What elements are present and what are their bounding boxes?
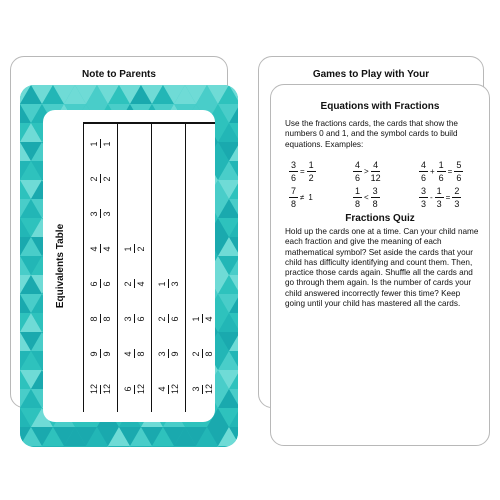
equivalents-cell xyxy=(117,304,151,334)
denominator: 9 xyxy=(101,351,112,357)
fraction-bar xyxy=(202,385,203,394)
numerator: 3 xyxy=(88,211,99,217)
equivalents-cell xyxy=(83,234,117,264)
numerator: 1 xyxy=(436,186,442,196)
fraction-bar xyxy=(353,197,362,198)
fraction xyxy=(454,160,463,183)
fraction xyxy=(435,186,444,209)
equivalents-cell xyxy=(83,164,117,194)
table-rule xyxy=(83,122,84,412)
denominator: 8 xyxy=(372,199,378,209)
equation-symbol: > xyxy=(364,167,369,176)
fraction xyxy=(123,350,146,359)
fraction-bar xyxy=(134,385,135,394)
equation-symbol: < xyxy=(364,193,369,202)
fraction xyxy=(89,384,112,394)
pattern-triangle xyxy=(218,446,238,447)
fraction xyxy=(123,384,146,394)
denominator: 8 xyxy=(101,316,112,322)
fraction xyxy=(353,160,362,183)
equivalents-cell xyxy=(83,199,117,229)
denominator: 6 xyxy=(420,173,426,183)
equation-symbol: 1 xyxy=(308,193,313,202)
pattern-triangle xyxy=(20,446,42,447)
numerator: 8 xyxy=(88,316,99,322)
fraction-bar xyxy=(100,245,101,254)
equivalents-cell xyxy=(151,339,185,369)
equation-example xyxy=(353,160,381,183)
numerator: 2 xyxy=(190,351,201,357)
numerator: 4 xyxy=(122,351,133,357)
numerator: 1 xyxy=(88,141,99,147)
quiz-title: Fractions Quiz xyxy=(345,213,415,224)
denominator: 2 xyxy=(101,176,112,182)
denominator: 3 xyxy=(454,199,460,209)
denominator: 12 xyxy=(169,384,180,395)
denominator: 12 xyxy=(135,384,146,395)
denominator: 6 xyxy=(290,173,296,183)
denominator: 4 xyxy=(135,281,146,287)
equivalents-row xyxy=(117,116,151,416)
fraction xyxy=(353,186,362,209)
numerator: 1 xyxy=(122,246,133,252)
fraction-bar xyxy=(168,385,169,394)
fraction-bar xyxy=(371,197,380,198)
fraction xyxy=(419,186,428,209)
fraction-bar xyxy=(437,171,446,172)
denominator: 3 xyxy=(436,199,442,209)
numerator: 4 xyxy=(373,160,379,170)
equivalents-cell xyxy=(117,339,151,369)
denominator: 6 xyxy=(101,281,112,287)
fraction xyxy=(89,280,112,289)
fraction xyxy=(89,245,112,254)
fraction xyxy=(437,160,446,183)
denominator: 12 xyxy=(203,384,214,395)
equivalents-card-inner xyxy=(43,110,215,422)
denominator: 6 xyxy=(438,173,444,183)
numerator: 2 xyxy=(88,176,99,182)
denominator: 4 xyxy=(101,246,112,252)
equations-title: Equations with Fractions xyxy=(320,101,440,112)
fraction-bar xyxy=(371,171,380,172)
fraction xyxy=(123,245,146,254)
equivalents-row xyxy=(185,116,215,416)
fraction-bar xyxy=(419,171,428,172)
fraction-bar xyxy=(100,280,101,289)
numerator: 4 xyxy=(354,160,360,170)
denominator: 8 xyxy=(354,199,360,209)
equation-symbol: - xyxy=(430,193,433,202)
fraction xyxy=(452,186,461,209)
denominator: 1 xyxy=(101,141,112,147)
denominator: 3 xyxy=(169,281,180,287)
equivalents-cell xyxy=(151,374,185,404)
fraction xyxy=(157,315,180,324)
note-to-parents-title: Note to Parents xyxy=(82,69,156,80)
denominator: 6 xyxy=(456,173,462,183)
fraction xyxy=(307,160,316,183)
pattern-triangle xyxy=(174,446,196,447)
fraction xyxy=(157,280,180,289)
equivalents-cell xyxy=(83,339,117,369)
front-card-equations xyxy=(270,84,490,446)
numerator: 3 xyxy=(420,186,426,196)
numerator: 4 xyxy=(420,160,426,170)
fraction-bar xyxy=(289,171,298,172)
numerator: 12 xyxy=(88,384,99,395)
equation-symbol: + xyxy=(430,167,435,176)
fraction xyxy=(89,140,112,149)
quiz-body: Hold up the cards one at a time. Can your child name each fraction and give the meaning of each mathematical symbol? Set aside the cards that your child has difficulty identifying and count them. Then, practice those cards again. Shuffle all the cards and go through them again. Is the number of cards your child answered incorrectly fewer this time? Keep going until your child has mastered all the cards. xyxy=(285,227,479,309)
fraction xyxy=(89,315,112,324)
denominator: 12 xyxy=(370,173,381,183)
pattern-triangle xyxy=(64,446,86,447)
equation-symbol: = xyxy=(300,167,305,176)
fraction-bar xyxy=(168,315,169,324)
fraction-bar xyxy=(100,210,101,219)
fraction xyxy=(191,350,214,359)
numerator: 2 xyxy=(156,316,167,322)
equivalents-cell xyxy=(117,269,151,299)
fraction xyxy=(123,315,146,324)
games-title: Games to Play with Your xyxy=(312,69,430,80)
table-rule xyxy=(151,122,152,412)
equivalents-table-title: Equivalents Table xyxy=(55,223,66,309)
numerator: 1 xyxy=(354,186,360,196)
equivalents-row xyxy=(151,116,185,416)
numerator: 1 xyxy=(308,160,314,170)
denominator: 4 xyxy=(203,316,214,322)
fraction-bar xyxy=(419,197,428,198)
numerator: 3 xyxy=(122,316,133,322)
numerator: 6 xyxy=(88,281,99,287)
fraction xyxy=(371,186,380,209)
denominator: 6 xyxy=(135,316,146,322)
denominator: 2 xyxy=(135,246,146,252)
equation-example xyxy=(419,160,463,183)
fraction xyxy=(89,175,112,184)
fraction xyxy=(371,160,381,183)
fraction xyxy=(419,160,428,183)
numerator: 6 xyxy=(122,386,133,392)
equation-examples xyxy=(289,160,479,210)
equation-symbol: = xyxy=(447,167,453,176)
denominator: 3 xyxy=(420,199,426,209)
fraction-bar xyxy=(100,315,101,324)
fraction-bar xyxy=(202,315,203,324)
fraction xyxy=(157,384,180,394)
fraction-bar xyxy=(202,350,203,359)
fraction-bar xyxy=(100,385,101,394)
pattern-triangle xyxy=(196,446,218,447)
pattern-triangle xyxy=(130,446,152,447)
numerator: 7 xyxy=(290,186,296,196)
fraction-bar xyxy=(435,197,444,198)
fraction xyxy=(191,315,214,324)
equation-symbol: ≠ xyxy=(300,193,305,202)
equivalents-row xyxy=(83,116,117,416)
equivalents-cell xyxy=(151,269,185,299)
denominator: 8 xyxy=(290,199,296,209)
numerator: 5 xyxy=(456,160,462,170)
equivalents-cell xyxy=(117,234,151,264)
denominator: 9 xyxy=(169,351,180,357)
equation-example xyxy=(289,160,316,183)
fraction xyxy=(89,210,112,219)
fraction xyxy=(289,160,298,183)
fraction-bar xyxy=(100,140,101,149)
fraction xyxy=(123,280,146,289)
pattern-triangle xyxy=(86,446,108,447)
equation-example xyxy=(289,186,315,209)
equivalents-cell xyxy=(83,129,117,159)
denominator: 6 xyxy=(169,316,180,322)
pattern-triangle xyxy=(152,446,174,447)
denominator: 2 xyxy=(308,173,314,183)
numerator: 9 xyxy=(88,351,99,357)
table-rule xyxy=(185,122,186,412)
fraction-bar xyxy=(134,315,135,324)
equations-intro: Use the fractions cards, the cards that show the numbers 0 and 1, and the symbol cards to build equations. Examples: xyxy=(285,119,458,149)
equivalents-cell xyxy=(185,304,215,334)
equivalents-card xyxy=(20,85,238,447)
equation-example xyxy=(353,186,380,209)
equivalents-cell xyxy=(83,269,117,299)
equivalents-cell xyxy=(117,374,151,404)
numerator: 3 xyxy=(290,160,296,170)
denominator: 8 xyxy=(203,351,214,357)
fraction-bar xyxy=(168,350,169,359)
numerator: 3 xyxy=(156,351,167,357)
pattern-triangle xyxy=(108,446,130,447)
fraction-bar xyxy=(134,245,135,254)
pattern-triangle xyxy=(42,446,64,447)
fraction xyxy=(191,384,214,394)
fraction-bar xyxy=(134,280,135,289)
fraction-bar xyxy=(454,171,463,172)
equivalents-cell xyxy=(83,304,117,334)
numerator: 1 xyxy=(156,281,167,287)
fraction-bar xyxy=(452,197,461,198)
equation-symbol: = xyxy=(445,193,451,202)
fraction-bar xyxy=(168,280,169,289)
numerator: 4 xyxy=(156,386,167,392)
table-rule xyxy=(117,122,118,412)
fraction-bar xyxy=(353,171,362,172)
fraction xyxy=(89,350,112,359)
equivalents-table xyxy=(43,116,215,416)
fraction-bar xyxy=(307,171,316,172)
denominator: 3 xyxy=(101,211,112,217)
fraction-bar xyxy=(289,197,298,198)
numerator: 4 xyxy=(88,246,99,252)
denominator: 8 xyxy=(135,351,146,357)
denominator: 12 xyxy=(101,384,112,395)
numerator: 1 xyxy=(438,160,444,170)
fraction-bar xyxy=(134,350,135,359)
numerator: 2 xyxy=(454,186,460,196)
equivalents-cell xyxy=(185,339,215,369)
numerator: 2 xyxy=(122,281,133,287)
fraction-bar xyxy=(100,350,101,359)
fraction-bar xyxy=(100,175,101,184)
fraction xyxy=(157,350,180,359)
numerator: 3 xyxy=(372,186,378,196)
equivalents-cell xyxy=(83,374,117,404)
numerator: 3 xyxy=(190,386,201,392)
equivalents-cell xyxy=(151,304,185,334)
equivalents-cell xyxy=(185,374,215,404)
denominator: 6 xyxy=(354,173,360,183)
table-left-rule xyxy=(83,123,215,125)
equation-example xyxy=(419,186,461,209)
fraction xyxy=(289,186,298,209)
numerator: 1 xyxy=(190,316,201,322)
